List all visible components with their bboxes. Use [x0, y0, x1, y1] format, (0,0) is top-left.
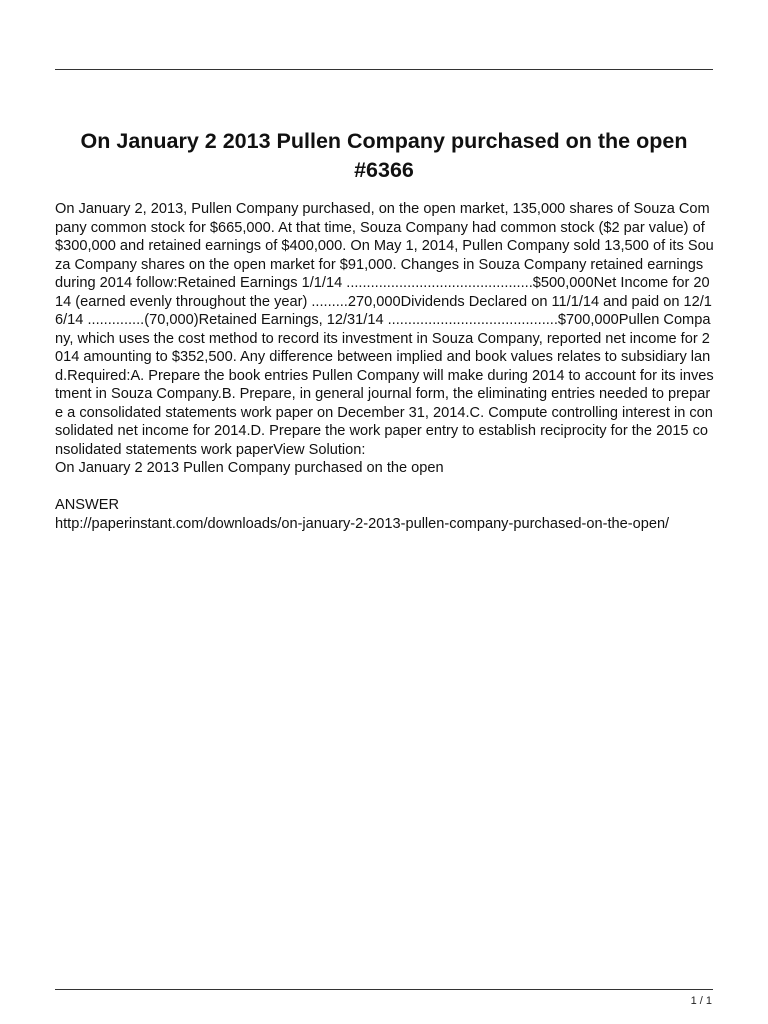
page-title: On January 2 2013 Pullen Company purchased on the open #6366: [80, 129, 688, 182]
repeat-title-line: On January 2 2013 Pullen Company purchased on the open: [55, 460, 444, 476]
answer-label: ANSWER: [55, 497, 120, 513]
footer-rule: [55, 989, 713, 990]
answer-link[interactable]: http://paperinstant.com/downloads/on-january-2-2013-pullen-company-purchased-on-the-open/: [55, 515, 670, 532]
spacer: [55, 478, 715, 497]
body-paragraph: On January 2, 2013, Pullen Company purchased, on the open market, 135,000 shares of Souza Company common stock for $665,000. At that time, Souza Company had common stock ($2 par value) of $300,000 and retained earnings of $400,000. On May 1, 2014, Pullen Company sold 13,500 of its Souza Company shares on the open market for $91,000. Changes in Souza Company retained earnings during 2014 follow:Retained Earnings 1/1/14 ..............................................$500,000Net Income for 2014 (earned evenly throughout the year) .........270,000Dividends Declared on 11/1/14 and paid on 12/16/14 ..............(70,000)Retained Earnings, 12/31/14 ..........................................$700,000Pullen Company, which uses the cost method to record its investment in Souza Company, reported net income for 2014 amounting to $352,500. Any difference between implied and book values relates to subsidiary land.Required:A. Prepare the book entries Pullen Company will make during 2014 to account for its investment in Souza Company.B. Prepare, in general journal form, the eliminating entries needed to prepare a consolidated statements work paper on December 31, 2014.C. Compute controlling interest in consolidated net income for 2014.D. Prepare the work paper entry to establish reciprocity for the 2015 consolidated statements work paperView Solution:: [55, 201, 714, 458]
page-indicator: 1 / 1: [690, 995, 712, 1007]
document-body: [55, 200, 715, 533]
header-rule: [55, 69, 713, 70]
